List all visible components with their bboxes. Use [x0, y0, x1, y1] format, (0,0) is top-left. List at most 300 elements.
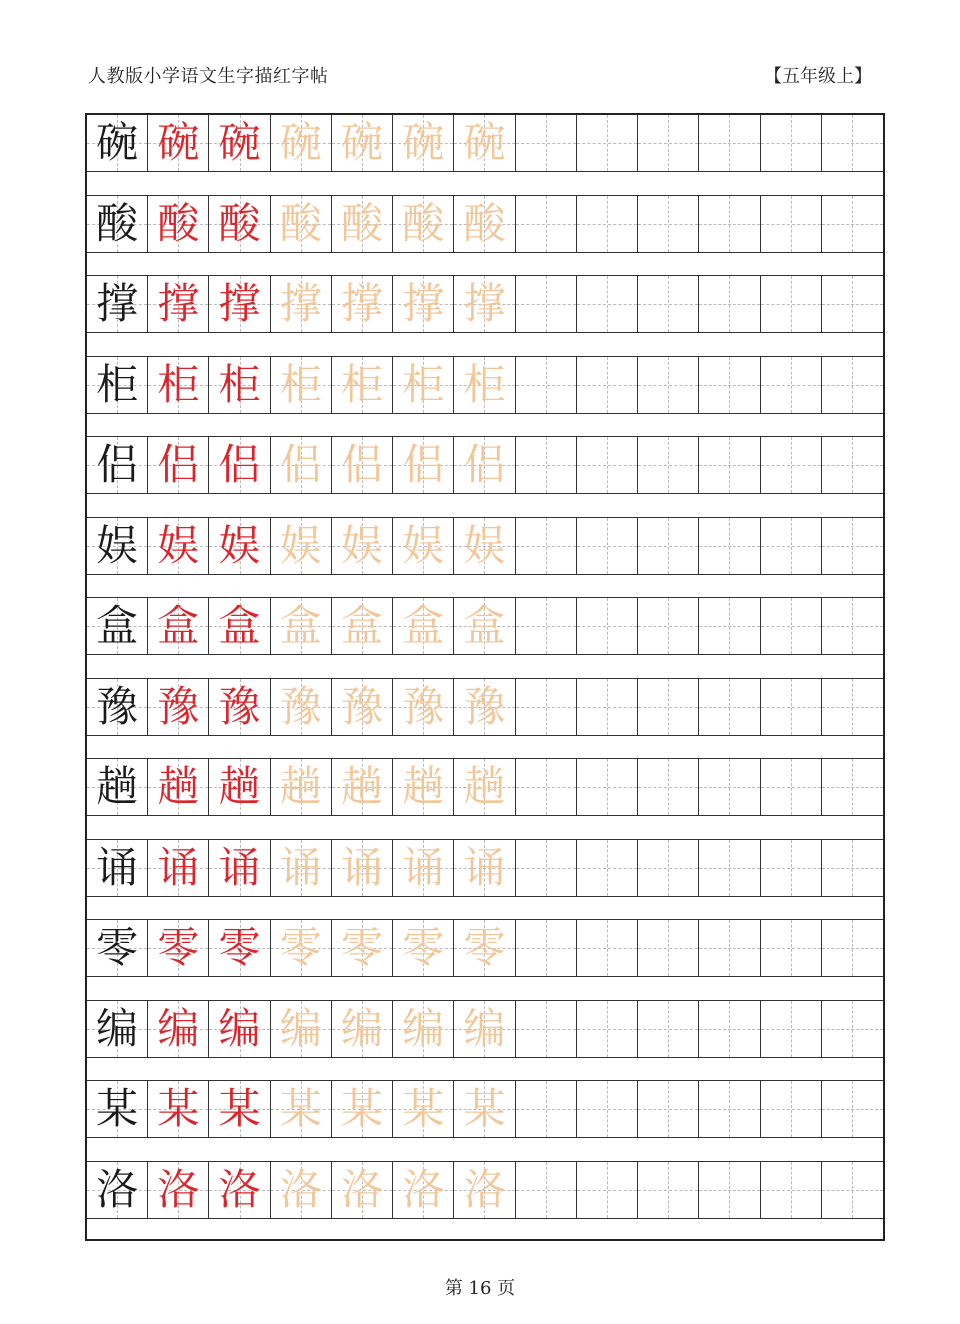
guide-line: [852, 1081, 853, 1137]
red-copy-character: [209, 1001, 270, 1057]
empty-practice-cell: [516, 840, 577, 896]
guide-line: [852, 920, 853, 976]
guide-line: [729, 196, 730, 252]
empty-practice-cell: [516, 115, 577, 171]
guide-line: [852, 115, 853, 171]
empty-practice-cell: [699, 920, 760, 976]
grade-label: 【五年级上】: [764, 66, 872, 87]
empty-practice-cell: [577, 679, 638, 735]
empty-practice-cell: [577, 1162, 638, 1218]
guide-line: [729, 840, 730, 896]
empty-practice-cell: [699, 759, 760, 815]
trace-character: [271, 920, 332, 976]
character-glyph: 趟: [279, 762, 322, 811]
character-glyph: 某: [402, 1084, 445, 1133]
empty-practice-cell: [638, 276, 699, 332]
trace-character: [271, 840, 332, 896]
red-copy-character: [209, 1081, 270, 1137]
guide-line: [791, 1081, 792, 1137]
trace-character: [454, 920, 515, 976]
character-glyph: 侣: [96, 440, 139, 489]
guide-line: [791, 276, 792, 332]
trace-character: [332, 920, 393, 976]
empty-practice-cell: [577, 759, 638, 815]
character-row: [87, 1081, 883, 1138]
trace-character: [271, 1001, 332, 1057]
character-glyph: 碗: [463, 118, 506, 167]
trace-character: [332, 276, 393, 332]
practice-grid: [85, 113, 885, 1241]
model-character: [87, 840, 148, 896]
guide-line: [668, 1081, 669, 1137]
character-glyph: 碗: [341, 118, 384, 167]
guide-line: [852, 598, 853, 654]
character-glyph: 酸: [218, 198, 261, 248]
guide-line: [729, 518, 730, 574]
guide-line: [607, 196, 608, 252]
guide-line: [607, 1162, 608, 1218]
trace-character: [271, 196, 332, 252]
empty-practice-cell: [761, 840, 822, 896]
empty-practice-cell: [577, 115, 638, 171]
model-character: [87, 920, 148, 976]
guide-line: [607, 920, 608, 976]
character-glyph: 碗: [157, 118, 200, 167]
trace-character: [332, 840, 393, 896]
red-copy-character: [148, 357, 209, 413]
guide-line: [791, 920, 792, 976]
trace-character: [454, 1001, 515, 1057]
guide-line: [607, 598, 608, 654]
character-glyph: 诵: [96, 842, 139, 892]
red-copy-character: [209, 357, 270, 413]
character-glyph: 盒: [279, 601, 322, 650]
guide-line: [852, 276, 853, 332]
guide-line: [852, 759, 853, 815]
guide-line: [791, 1162, 792, 1218]
character-row: [87, 437, 883, 494]
trace-character: [393, 196, 454, 252]
page-number: 第 16 页: [444, 1278, 516, 1299]
red-copy-character: [148, 276, 209, 332]
trace-character: [332, 196, 393, 252]
character-glyph: 零: [463, 923, 506, 972]
character-glyph: 豫: [463, 681, 506, 731]
empty-practice-cell: [822, 840, 883, 896]
character-glyph: 酸: [157, 198, 200, 248]
empty-practice-cell: [516, 920, 577, 976]
empty-practice-cell: [822, 759, 883, 815]
trace-character: [393, 357, 454, 413]
empty-practice-cell: [699, 1081, 760, 1137]
character-glyph: 趟: [157, 762, 200, 811]
empty-practice-cell: [761, 1081, 822, 1137]
character-glyph: 诵: [279, 842, 322, 892]
trace-character: [271, 759, 332, 815]
empty-practice-cell: [822, 1162, 883, 1218]
character-glyph: 洛: [157, 1164, 200, 1214]
character-glyph: 碗: [96, 118, 139, 167]
red-copy-character: [148, 598, 209, 654]
red-copy-character: [148, 759, 209, 815]
character-row: [87, 1162, 883, 1219]
character-glyph: 趟: [341, 762, 384, 811]
trace-character: [332, 115, 393, 171]
guide-line: [729, 437, 730, 493]
character-glyph: 洛: [279, 1164, 322, 1214]
guide-line: [668, 759, 669, 815]
empty-practice-cell: [516, 598, 577, 654]
guide-line: [546, 1081, 547, 1137]
guide-line: [852, 437, 853, 493]
guide-line: [546, 115, 547, 171]
trace-character: [271, 598, 332, 654]
character-glyph: 洛: [341, 1164, 384, 1214]
character-glyph: 柜: [463, 359, 506, 409]
guide-line: [729, 759, 730, 815]
trace-character: [454, 196, 515, 252]
guide-line: [607, 759, 608, 815]
trace-character: [332, 1081, 393, 1137]
red-copy-character: [209, 196, 270, 252]
empty-practice-cell: [699, 276, 760, 332]
guide-line: [546, 1001, 547, 1057]
character-glyph: 豫: [157, 681, 200, 731]
empty-practice-cell: [822, 115, 883, 171]
empty-practice-cell: [516, 1162, 577, 1218]
model-character: [87, 115, 148, 171]
guide-line: [791, 357, 792, 413]
model-character: [87, 598, 148, 654]
red-copy-character: [148, 679, 209, 735]
guide-line: [546, 759, 547, 815]
empty-practice-cell: [638, 115, 699, 171]
trace-character: [271, 679, 332, 735]
character-glyph: 侣: [279, 440, 322, 489]
empty-practice-cell: [577, 196, 638, 252]
character-glyph: 豫: [218, 681, 261, 731]
guide-line: [729, 1081, 730, 1137]
red-copy-character: [209, 920, 270, 976]
red-copy-character: [148, 437, 209, 493]
guide-line: [729, 1162, 730, 1218]
guide-line: [607, 276, 608, 332]
trace-character: [271, 518, 332, 574]
model-character: [87, 759, 148, 815]
character-row: [87, 518, 883, 575]
character-glyph: 豫: [341, 681, 384, 731]
guide-line: [729, 920, 730, 976]
character-row: [87, 598, 883, 655]
guide-line: [668, 357, 669, 413]
character-glyph: 娱: [96, 520, 139, 570]
guide-line: [791, 1001, 792, 1057]
empty-practice-cell: [577, 276, 638, 332]
empty-practice-cell: [638, 518, 699, 574]
guide-line: [607, 679, 608, 735]
character-glyph: 盒: [96, 601, 139, 650]
empty-practice-cell: [761, 437, 822, 493]
character-glyph: 柜: [96, 359, 139, 409]
empty-practice-cell: [699, 1162, 760, 1218]
empty-practice-cell: [577, 1001, 638, 1057]
guide-line: [546, 1162, 547, 1218]
red-copy-character: [209, 679, 270, 735]
character-glyph: 酸: [463, 198, 506, 248]
red-copy-character: [148, 840, 209, 896]
character-glyph: 编: [279, 1003, 322, 1053]
guide-line: [791, 518, 792, 574]
trace-character: [393, 598, 454, 654]
character-row: [87, 840, 883, 897]
character-glyph: 娱: [218, 520, 261, 570]
empty-practice-cell: [638, 920, 699, 976]
guide-line: [852, 357, 853, 413]
character-glyph: 某: [463, 1084, 506, 1133]
trace-character: [271, 357, 332, 413]
empty-practice-cell: [577, 1081, 638, 1137]
trace-character: [454, 357, 515, 413]
character-row: [87, 920, 883, 977]
character-glyph: 趟: [402, 762, 445, 811]
trace-character: [332, 598, 393, 654]
trace-character: [454, 276, 515, 332]
character-glyph: 娱: [157, 520, 200, 570]
character-glyph: 撑: [279, 279, 322, 328]
guide-line: [668, 920, 669, 976]
empty-practice-cell: [638, 679, 699, 735]
empty-practice-cell: [577, 518, 638, 574]
empty-practice-cell: [699, 1001, 760, 1057]
empty-practice-cell: [761, 276, 822, 332]
character-glyph: 某: [96, 1084, 139, 1133]
trace-character: [454, 1081, 515, 1137]
guide-line: [546, 598, 547, 654]
character-glyph: 撑: [341, 279, 384, 328]
empty-practice-cell: [638, 1001, 699, 1057]
character-glyph: 诵: [463, 842, 506, 892]
character-row: [87, 276, 883, 333]
guide-line: [852, 840, 853, 896]
character-glyph: 娱: [341, 520, 384, 570]
guide-line: [668, 1162, 669, 1218]
guide-line: [668, 679, 669, 735]
character-glyph: 盒: [402, 601, 445, 650]
character-row: [87, 357, 883, 414]
empty-practice-cell: [638, 437, 699, 493]
guide-line: [729, 276, 730, 332]
guide-line: [607, 115, 608, 171]
character-glyph: 某: [157, 1084, 200, 1133]
character-glyph: 趟: [218, 762, 261, 811]
character-glyph: 撑: [218, 279, 261, 328]
red-copy-character: [148, 920, 209, 976]
red-copy-character: [209, 115, 270, 171]
character-row: [87, 115, 883, 172]
character-glyph: 零: [402, 923, 445, 972]
character-glyph: 碗: [218, 118, 261, 167]
character-glyph: 编: [402, 1003, 445, 1053]
character-glyph: 碗: [279, 118, 322, 167]
trace-character: [393, 759, 454, 815]
trace-character: [332, 759, 393, 815]
trace-character: [332, 679, 393, 735]
empty-practice-cell: [761, 1001, 822, 1057]
character-glyph: 撑: [463, 279, 506, 328]
empty-practice-cell: [577, 598, 638, 654]
character-glyph: 编: [218, 1003, 261, 1053]
red-copy-character: [148, 115, 209, 171]
empty-practice-cell: [822, 920, 883, 976]
guide-line: [668, 598, 669, 654]
trace-character: [332, 518, 393, 574]
trace-character: [332, 357, 393, 413]
trace-character: [393, 920, 454, 976]
empty-practice-cell: [516, 679, 577, 735]
trace-character: [271, 437, 332, 493]
guide-line: [791, 598, 792, 654]
empty-practice-cell: [516, 1081, 577, 1137]
guide-line: [791, 759, 792, 815]
character-row: [87, 679, 883, 736]
empty-practice-cell: [516, 1001, 577, 1057]
empty-practice-cell: [761, 920, 822, 976]
character-glyph: 娱: [402, 520, 445, 570]
empty-practice-cell: [761, 518, 822, 574]
guide-line: [791, 437, 792, 493]
character-glyph: 豫: [279, 681, 322, 731]
character-glyph: 柜: [218, 359, 261, 409]
guide-line: [668, 437, 669, 493]
worksheet-title: 人教版小学语文生字描红字帖: [88, 66, 329, 87]
guide-line: [607, 1081, 608, 1137]
empty-practice-cell: [638, 598, 699, 654]
trace-character: [393, 276, 454, 332]
trace-character: [393, 115, 454, 171]
guide-line: [546, 437, 547, 493]
character-glyph: 撑: [157, 279, 200, 328]
red-copy-character: [209, 518, 270, 574]
empty-practice-cell: [516, 276, 577, 332]
empty-practice-cell: [516, 518, 577, 574]
model-character: [87, 357, 148, 413]
red-copy-character: [148, 1001, 209, 1057]
empty-practice-cell: [699, 518, 760, 574]
character-glyph: 洛: [96, 1164, 139, 1214]
guide-line: [791, 840, 792, 896]
empty-practice-cell: [577, 357, 638, 413]
red-copy-character: [148, 196, 209, 252]
trace-character: [454, 518, 515, 574]
empty-practice-cell: [638, 1081, 699, 1137]
character-glyph: 豫: [402, 681, 445, 731]
empty-practice-cell: [699, 437, 760, 493]
guide-line: [852, 518, 853, 574]
character-glyph: 盒: [463, 601, 506, 650]
guide-line: [668, 276, 669, 332]
guide-line: [729, 357, 730, 413]
character-glyph: 编: [157, 1003, 200, 1053]
empty-practice-cell: [761, 196, 822, 252]
empty-practice-cell: [577, 920, 638, 976]
character-row: [87, 196, 883, 253]
trace-character: [393, 1001, 454, 1057]
red-copy-character: [148, 1081, 209, 1137]
empty-practice-cell: [699, 598, 760, 654]
character-glyph: 侣: [463, 440, 506, 489]
character-row: [87, 1001, 883, 1058]
red-copy-character: [148, 518, 209, 574]
empty-practice-cell: [699, 115, 760, 171]
character-glyph: 侣: [402, 440, 445, 489]
trace-character: [454, 598, 515, 654]
guide-line: [607, 437, 608, 493]
character-glyph: 诵: [341, 842, 384, 892]
model-character: [87, 1162, 148, 1218]
guide-line: [546, 840, 547, 896]
red-copy-character: [209, 759, 270, 815]
character-glyph: 趟: [463, 762, 506, 811]
character-glyph: 趟: [96, 762, 139, 811]
character-glyph: 盒: [157, 601, 200, 650]
character-glyph: 豫: [96, 681, 139, 731]
guide-line: [729, 679, 730, 735]
character-glyph: 碗: [402, 118, 445, 167]
character-glyph: 柜: [341, 359, 384, 409]
empty-practice-cell: [516, 759, 577, 815]
trace-character: [271, 1081, 332, 1137]
guide-line: [546, 920, 547, 976]
character-glyph: 零: [279, 923, 322, 972]
model-character: [87, 679, 148, 735]
trace-character: [393, 518, 454, 574]
trace-character: [271, 115, 332, 171]
character-glyph: 撑: [402, 279, 445, 328]
red-copy-character: [209, 276, 270, 332]
trace-character: [454, 1162, 515, 1218]
guide-line: [607, 518, 608, 574]
red-copy-character: [209, 437, 270, 493]
guide-line: [668, 1001, 669, 1057]
empty-practice-cell: [761, 1162, 822, 1218]
empty-practice-cell: [822, 1001, 883, 1057]
guide-line: [668, 115, 669, 171]
character-glyph: 盒: [218, 601, 261, 650]
empty-practice-cell: [761, 357, 822, 413]
empty-practice-cell: [516, 196, 577, 252]
empty-practice-cell: [761, 598, 822, 654]
character-glyph: 洛: [463, 1164, 506, 1214]
character-glyph: 诵: [402, 842, 445, 892]
red-copy-character: [209, 1162, 270, 1218]
character-glyph: 娱: [279, 520, 322, 570]
character-glyph: 零: [157, 923, 200, 972]
empty-practice-cell: [761, 679, 822, 735]
character-glyph: 某: [341, 1084, 384, 1133]
character-glyph: 盒: [341, 601, 384, 650]
trace-character: [332, 1001, 393, 1057]
trace-character: [454, 840, 515, 896]
red-copy-character: [209, 840, 270, 896]
character-glyph: 编: [96, 1003, 139, 1053]
empty-practice-cell: [761, 115, 822, 171]
red-copy-character: [148, 1162, 209, 1218]
guide-line: [791, 115, 792, 171]
trace-character: [393, 679, 454, 735]
character-glyph: 娱: [463, 520, 506, 570]
model-character: [87, 437, 148, 493]
empty-practice-cell: [822, 276, 883, 332]
